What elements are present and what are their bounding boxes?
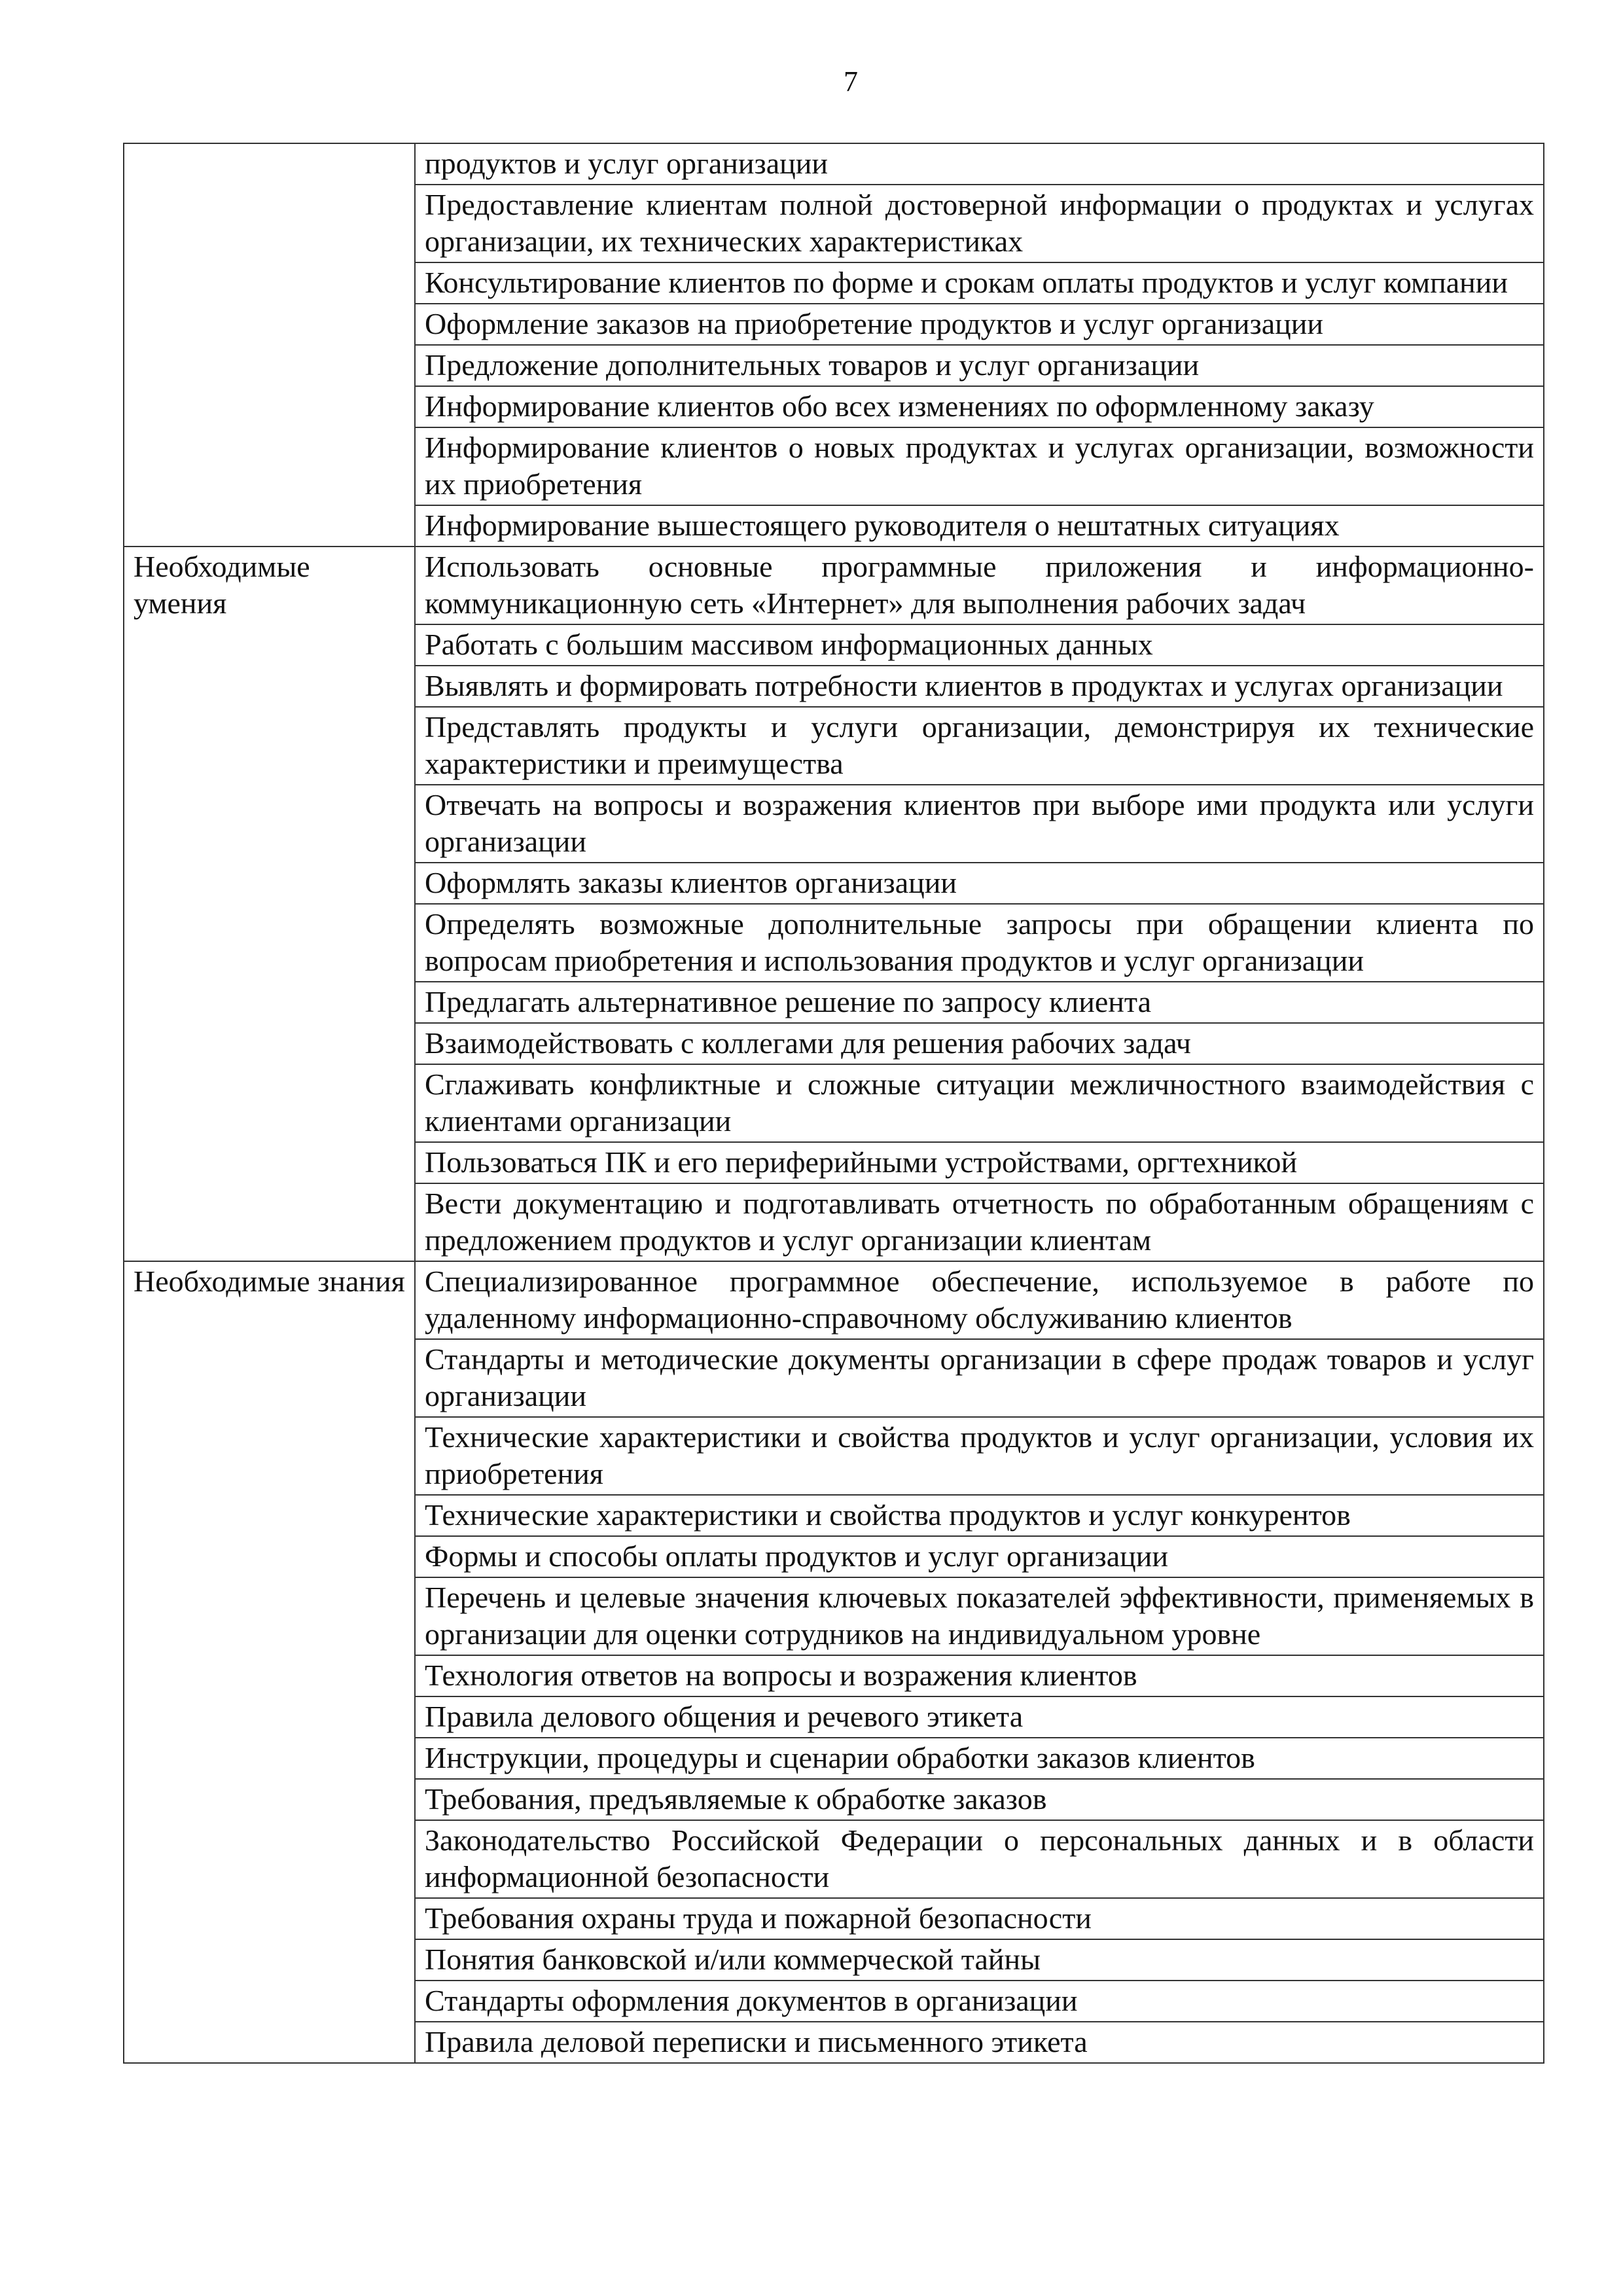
table-cell-skills-item: Сглаживать конфликтные и сложные ситуации межличностного взаимодействия с клиентами организации	[415, 1064, 1544, 1142]
table-cell-knowledge-item: Технология ответов на вопросы и возражения клиентов	[415, 1655, 1544, 1696]
table-cell-knowledge-item: Правила деловой переписки и письменного этикета	[415, 2022, 1544, 2063]
table-cell-continuation-item: Предложение дополнительных товаров и услуг организации	[415, 345, 1544, 386]
table-cell-knowledge-item: Правила делового общения и речевого этикета	[415, 1696, 1544, 1738]
table-cell-knowledge-item: Требования охраны труда и пожарной безопасности	[415, 1898, 1544, 1939]
table-cell-continuation-item: Консультирование клиентов по форме и срокам оплаты продуктов и услуг компании	[415, 262, 1544, 304]
page-number: 7	[844, 65, 858, 98]
table-cell-skills-item: Выявлять и формировать потребности клиентов в продуктах и услугах организации	[415, 666, 1544, 707]
table-row	[124, 143, 1544, 185]
table-cell-knowledge-item: Стандарты и методические документы организации в сфере продаж товаров и услуг организации	[415, 1339, 1544, 1417]
table-cell-skills-item: Предлагать альтернативное решение по запросу клиента	[415, 982, 1544, 1023]
table-cell-skills-item: Использовать основные программные приложения и информационно-коммуникационную сеть «Интернет» для выполнения рабочих задач	[415, 547, 1544, 624]
table-cell-continuation-item: продуктов и услуг организации	[415, 143, 1544, 185]
table-cell-continuation-item: Информирование клиентов о новых продуктах и услугах организации, возможности их приобретения	[415, 427, 1544, 505]
section-label-continuation	[124, 143, 415, 547]
section-label-knowledge: Необходимые знания	[124, 1261, 415, 2063]
table-cell-skills-item: Пользоваться ПК и его периферийными устройствами, оргтехникой	[415, 1142, 1544, 1183]
table-cell-knowledge-item: Перечень и целевые значения ключевых показателей эффективности, применяемых в организации для оценки сотрудников на индивидуальном уровне	[415, 1577, 1544, 1655]
table-row	[124, 1261, 1544, 1339]
table-cell-skills-item: Работать с большим массивом информационных данных	[415, 624, 1544, 666]
table-cell-continuation-item: Оформление заказов на приобретение продуктов и услуг организации	[415, 304, 1544, 345]
table-cell-knowledge-item: Понятия банковской и/или коммерческой тайны	[415, 1939, 1544, 1981]
table-cell-knowledge-item: Специализированное программное обеспечение, используемое в работе по удаленному информационно-справочному обслуживанию клиентов	[415, 1261, 1544, 1339]
table-row	[124, 547, 1544, 624]
table-cell-continuation-item: Предоставление клиентам полной достоверной информации о продуктах и услугах организации, их технических характеристиках	[415, 185, 1544, 262]
requirements-table	[123, 143, 1544, 2064]
table-cell-knowledge-item: Инструкции, процедуры и сценарии обработки заказов клиентов	[415, 1738, 1544, 1779]
section-label-skills: Необходимые умения	[124, 547, 415, 1261]
table-cell-skills-item: Отвечать на вопросы и возражения клиентов при выборе ими продукта или услуги организации	[415, 785, 1544, 863]
requirements-table-body	[124, 143, 1544, 2063]
table-cell-knowledge-item: Требования, предъявляемые к обработке заказов	[415, 1779, 1544, 1820]
table-cell-skills-item: Определять возможные дополнительные запросы при обращении клиента по вопросам приобретения и использования продуктов и услуг организации	[415, 904, 1544, 982]
table-cell-knowledge-item: Технические характеристики и свойства продуктов и услуг организации, условия их приобретения	[415, 1417, 1544, 1495]
table-cell-continuation-item: Информирование клиентов обо всех изменениях по оформленному заказу	[415, 386, 1544, 427]
table-cell-knowledge-item: Формы и способы оплаты продуктов и услуг организации	[415, 1536, 1544, 1577]
table-cell-skills-item: Оформлять заказы клиентов организации	[415, 863, 1544, 904]
table-cell-knowledge-item: Законодательство Российской Федерации о персональных данных и в области информационной безопасности	[415, 1820, 1544, 1898]
table-cell-continuation-item: Информирование вышестоящего руководителя о нештатных ситуациях	[415, 505, 1544, 547]
table-cell-knowledge-item: Технические характеристики и свойства продуктов и услуг конкурентов	[415, 1495, 1544, 1536]
table-cell-skills-item: Представлять продукты и услуги организации, демонстрируя их технические характеристики и преимущества	[415, 707, 1544, 785]
table-cell-skills-item: Взаимодействовать с коллегами для решения рабочих задач	[415, 1023, 1544, 1064]
table-cell-knowledge-item: Стандарты оформления документов в организации	[415, 1981, 1544, 2022]
table-cell-skills-item: Вести документацию и подготавливать отчетность по обработанным обращениям с предложением продуктов и услуг организации клиентам	[415, 1183, 1544, 1261]
